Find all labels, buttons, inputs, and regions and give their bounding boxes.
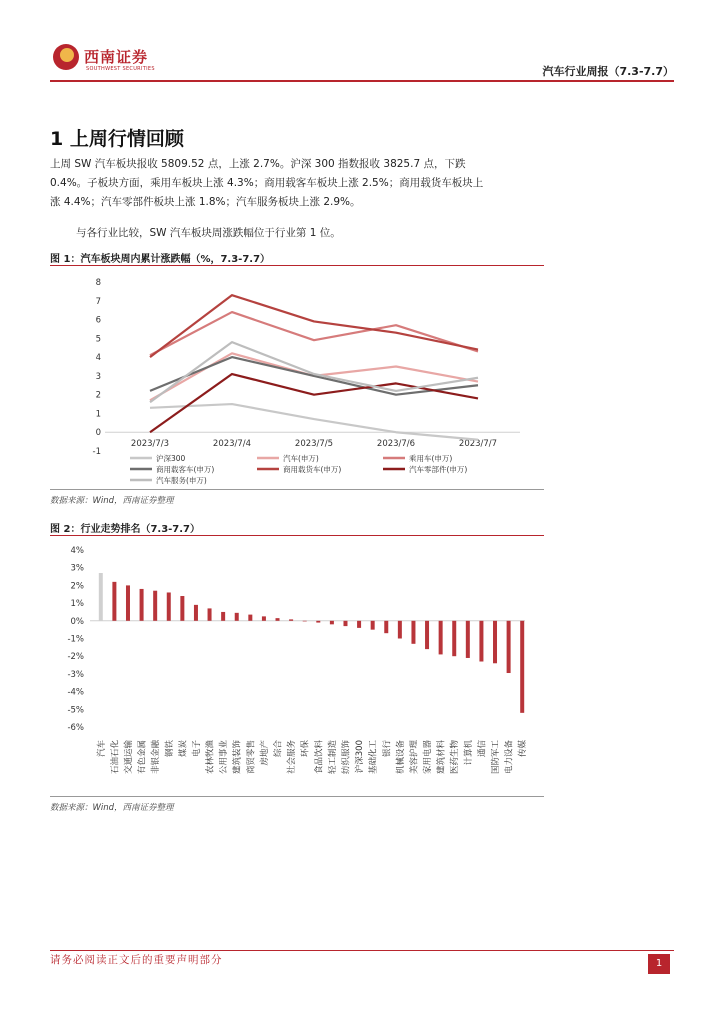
legend-label: 沪深300 — [156, 454, 186, 463]
bar — [235, 613, 239, 621]
bar-chart — [50, 536, 544, 795]
y-tick-label: 3% — [70, 563, 84, 574]
x-category-label: 沪深300 — [355, 740, 366, 774]
x-tick-label: 2023/7/6 — [376, 439, 416, 450]
bar — [180, 596, 184, 621]
x-category-label: 建筑装饰 — [232, 740, 243, 775]
bar — [520, 621, 524, 713]
bar — [221, 612, 225, 621]
x-category-label: 社会服务 — [287, 740, 298, 775]
section-title: 1 上周行情回顾 — [50, 128, 184, 150]
y-tick-label: 7 — [95, 296, 101, 307]
bar — [303, 621, 307, 622]
bar — [343, 621, 347, 626]
x-category-label: 公用事业 — [219, 740, 230, 775]
y-tick-label: 4 — [95, 353, 101, 364]
x-category-label: 钢铁 — [164, 740, 175, 758]
x-category-label: 国防军工 — [491, 740, 502, 775]
header-divider — [50, 80, 674, 82]
bar — [99, 573, 103, 621]
x-tick-label: 2023/7/5 — [294, 439, 334, 450]
x-category-label: 机械设备 — [395, 740, 406, 775]
bar — [112, 582, 116, 621]
x-category-label: 食品饮料 — [314, 740, 325, 775]
bar — [262, 616, 266, 620]
brand-name: 西南证券 — [84, 48, 149, 66]
bar — [507, 621, 511, 673]
x-category-label: 医药生物 — [450, 740, 461, 775]
x-category-label: 环保 — [300, 740, 311, 758]
series-line — [150, 404, 478, 440]
x-category-label: 农林牧渔 — [205, 740, 216, 775]
bar — [126, 585, 130, 620]
x-category-label: 基础化工 — [368, 740, 379, 775]
x-category-label: 轻工制造 — [327, 740, 338, 775]
footer-disclaimer: 请务必阅读正文后的重要声明部分 — [50, 954, 223, 966]
paragraph-industry-rank: 与各行业比较，SW 汽车板块周涨跌幅位于行业第 1 位。 — [76, 227, 341, 239]
series-line — [150, 312, 478, 355]
bar — [194, 605, 198, 621]
y-tick-label: 0 — [95, 428, 101, 439]
bar — [398, 621, 402, 639]
legend-label: 乘用车(申万) — [409, 454, 453, 463]
legend-label: 商用载客车(申万) — [156, 465, 215, 474]
y-tick-label: 1 — [95, 409, 101, 420]
bar — [208, 608, 212, 620]
bar — [452, 621, 456, 656]
figure-1-caption: 图 1：汽车板块周内累计涨跌幅（%，7.3-7.7） — [50, 254, 271, 265]
footer-divider — [50, 950, 674, 951]
report-title: 汽车行业周报（7.3-7.7） — [542, 65, 674, 78]
x-category-label: 计算机 — [463, 740, 474, 766]
figure-2-caption: 图 2：行业走势排名（7.3-7.7） — [50, 524, 201, 535]
x-category-label: 通信 — [477, 740, 488, 758]
legend-label: 商用载货车(申万) — [283, 465, 342, 474]
x-category-label: 美容护理 — [409, 740, 420, 775]
y-tick-label: 0% — [70, 616, 84, 627]
x-category-label: 非银金融 — [151, 740, 162, 775]
figure-1-source: 数据来源：Wind，西南证券整理 — [50, 496, 174, 506]
x-category-label: 家用电器 — [423, 740, 434, 775]
paragraph-line-2: 0.4%。子板块方面，乘用车板块上涨 4.3%；商用载客车板块上涨 2.5%；商用载货车板块上 — [50, 177, 484, 189]
y-tick-label: 3 — [95, 371, 101, 382]
bar — [371, 621, 375, 630]
series-line — [150, 374, 478, 432]
page-number: 1 — [648, 954, 670, 974]
bar — [357, 621, 361, 628]
bar — [425, 621, 429, 649]
x-category-label: 石油石化 — [110, 740, 121, 775]
x-category-label: 有色金属 — [137, 740, 148, 775]
y-tick-label: -1 — [92, 447, 101, 457]
y-tick-label: -6% — [67, 723, 84, 733]
legend-label: 汽车零部件(申万) — [409, 465, 468, 474]
bar — [316, 621, 320, 623]
brand-name-en: SOUTHWEST SECURITIES — [86, 66, 155, 72]
paragraph-line-1: 上周 SW 汽车板块报收 5809.52 点，上涨 2.7%。沪深 300 指数报收 3825.7 点，下跌 — [50, 158, 466, 170]
x-category-label: 汽车 — [96, 740, 107, 758]
bar — [439, 621, 443, 655]
y-tick-label: 8 — [95, 278, 101, 288]
y-tick-label: 2 — [95, 390, 101, 401]
x-category-label: 商贸零售 — [246, 740, 257, 775]
y-tick-label: -4% — [67, 687, 84, 698]
y-tick-label: 5 — [95, 334, 101, 345]
line-chart — [50, 266, 544, 488]
x-category-label: 交通运输 — [123, 740, 134, 775]
x-category-label: 房地产 — [259, 740, 270, 766]
x-category-label: 纺织服饰 — [341, 740, 352, 775]
bar — [466, 621, 470, 658]
paragraph-line-3: 涨 4.4%；汽车零部件板块上涨 1.8%；汽车服务板块上涨 2.9%。 — [50, 196, 361, 208]
y-tick-label: 6 — [95, 315, 101, 326]
series-line — [150, 295, 478, 357]
x-category-label: 煤炭 — [178, 740, 189, 758]
y-tick-label: -2% — [67, 652, 84, 663]
bar — [493, 621, 497, 663]
bar — [276, 618, 280, 621]
x-category-label: 电力设备 — [504, 740, 515, 775]
y-tick-label: -3% — [67, 669, 84, 680]
y-tick-label: 1% — [70, 599, 84, 610]
x-category-label: 电子 — [191, 740, 202, 758]
legend-label: 汽车服务(申万) — [156, 476, 207, 485]
bar — [479, 621, 483, 662]
bar — [140, 589, 144, 621]
bar — [248, 615, 252, 621]
bar — [330, 621, 334, 625]
bar — [153, 591, 157, 621]
x-tick-label: 2023/7/3 — [130, 439, 170, 450]
y-tick-label: 4% — [70, 546, 84, 556]
y-tick-label: -5% — [67, 705, 84, 716]
x-category-label: 传媒 — [518, 740, 529, 758]
x-category-label: 银行 — [382, 740, 393, 758]
bar — [167, 592, 171, 620]
x-category-label: 综合 — [273, 740, 284, 758]
bar — [411, 621, 415, 644]
y-tick-label: -1% — [67, 634, 84, 645]
y-tick-label: 2% — [70, 581, 84, 592]
brand-logo-icon — [53, 44, 79, 70]
bar — [384, 621, 388, 633]
x-category-label: 建筑材料 — [436, 740, 447, 775]
x-tick-label: 2023/7/7 — [458, 439, 498, 450]
x-tick-label: 2023/7/4 — [212, 439, 252, 450]
legend-label: 汽车(申万) — [283, 454, 319, 463]
bar — [289, 619, 293, 620]
figure-2-source: 数据来源：Wind，西南证券整理 — [50, 803, 174, 813]
